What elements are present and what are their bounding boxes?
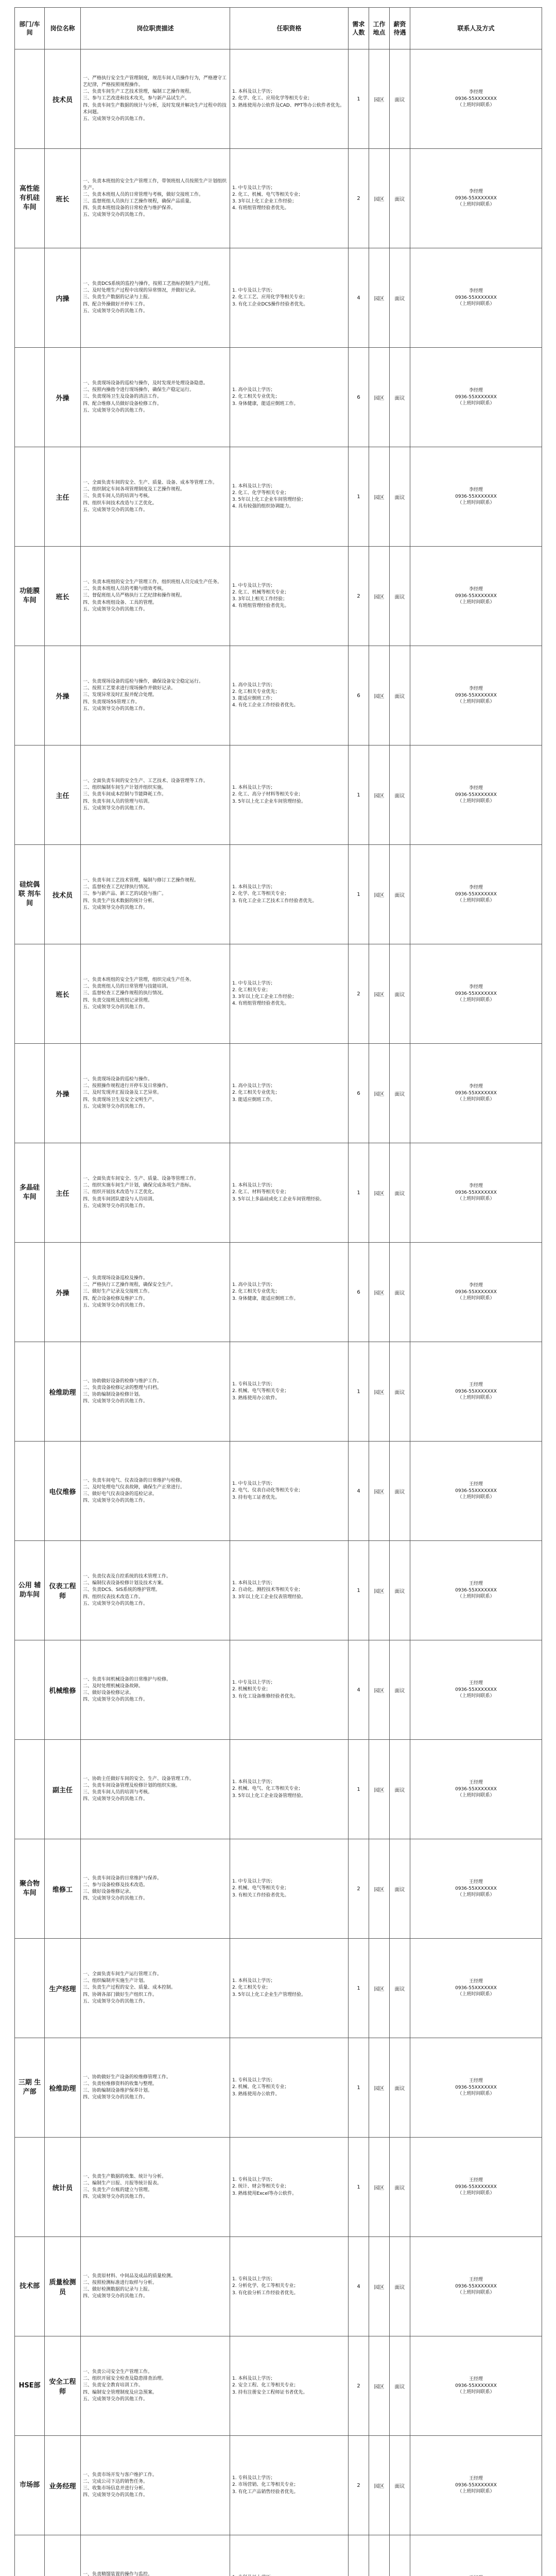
contact-cell: 王经理 0936-55XXXXXXX （上班时间联系） [410, 2038, 542, 2138]
salary-cell: 面议 [390, 248, 410, 348]
location-cell: 园区 [369, 1442, 390, 1541]
table-row [15, 2038, 542, 2138]
salary-cell: 面议 [390, 2138, 410, 2237]
requirements-cell: 1. 中专及以上学历； 2. 化工相关专业； 3. 3年以上化工企业工作经验； 4. 有班组管理经验者优先。 [230, 944, 349, 1044]
contact-cell: 李经理 0936-55XXXXXXX （上班时间联系） [410, 447, 542, 547]
duty-cell: 一、全面负责车间的安全、生产、质量、设备、成本等管理工作。 二、组织制定车间各项管理制度及工艺操作规程。 三、负责车间人员的培训与考核。 四、组织车间技术改造与工艺优化。 五、完成领导交办的其他工作。 [81, 447, 230, 547]
headcount-cell: 6 [349, 1243, 369, 1342]
headcount-cell: 4 [349, 2237, 369, 2336]
dept-cell [15, 1640, 45, 1740]
contact-cell: 李经理 0936-55XXXXXXX （上班时间联系） [410, 1044, 542, 1143]
table-row [15, 1044, 542, 1143]
salary-cell: 面议 [390, 1044, 410, 1143]
dept-cell: 聚合物 车间 [15, 1839, 45, 1939]
salary-cell: 面议 [390, 944, 410, 1044]
salary-cell: 面议 [390, 1640, 410, 1740]
requirements-cell: 1. 专科及以上学历； 2. 机械、化工等相关专业； 3. 熟练使用办公软件。 [230, 2038, 349, 2138]
requirements-cell: 1. 高中及以上学历； 2. 化工相关专业优先； 3. 身体健康，能适应倒班工作。 [230, 348, 349, 447]
salary-cell: 面议 [390, 1143, 410, 1243]
location-cell: 园区 [369, 348, 390, 447]
location-cell: 园区 [369, 2038, 390, 2138]
post-cell: 主任 [45, 447, 81, 547]
post-cell: 仪表工程师 [45, 1541, 81, 1640]
salary-cell: 面议 [390, 348, 410, 447]
contact-cell: 王经理 0936-55XXXXXXX （上班时间联系） [410, 1939, 542, 2038]
requirements-cell: 1. 中专及以上学历； 2. 化工工艺、应用化学等相关专业； 3. 有化工企业DCS操作经验者优先。 [230, 248, 349, 348]
dept-cell [15, 745, 45, 845]
contact-cell: 王经理 0936-55XXXXXXX （上班时间联系） [410, 1839, 542, 1939]
dept-cell [15, 2138, 45, 2237]
headcount-cell: 1 [349, 745, 369, 845]
duty-cell: 一、负责现场设备巡检及操作。 二、严格执行工艺操作规程，确保安全生产。 三、做好生产记录及交接班工作。 四、配合设备检修及维护工作。 五、完成领导交办的其他工作。 [81, 1243, 230, 1342]
headcount-cell: 1 [349, 1143, 369, 1243]
headcount-cell: 4 [349, 248, 369, 348]
post-cell: 外操 [45, 1243, 81, 1342]
duty-cell: 一、全面负责车间安全、生产、质量、设备等管理工作。 二、组织实施车间生产计划，确保完成各项生产指标。 三、组织开展技术改造与工艺优化。 四、负责车间团队建设与人员培训。 五、完成领导交办的其他工作。 [81, 1143, 230, 1243]
location-cell: 园区 [369, 547, 390, 646]
post-cell: 检维助理 [45, 1342, 81, 1442]
location-cell: 园区 [369, 1839, 390, 1939]
requirements-cell: 1. 专科及以上学历； 2. 机械、电气等相关专业； 3. 熟练使用办公软件。 [230, 1342, 349, 1442]
post-cell: 主任 [45, 1143, 81, 1243]
headcount-cell: 2 [349, 2436, 369, 2535]
header-post: 岗位名称 [45, 8, 81, 49]
requirements-cell: 1. 中专及以上学历； 2. 化工、机械等相关专业； 3. 3年以上相关工作经验； 4. 有班组管理经验者优先。 [230, 547, 349, 646]
requirements-cell: 1. 本科及以上学历； 2. 化学、化工等相关专业； 3. 有化工企业工艺技术工作经验者优先。 [230, 845, 349, 944]
contact-cell: 李经理 0936-55XXXXXXX （上班时间联系） [410, 646, 542, 745]
requirements-cell: 1. 本科及以上学历； 2. 安全工程、化工等相关专业； 3. 持有注册安全工程师证书者优先。 [230, 2336, 349, 2436]
salary-cell: 面议 [390, 1839, 410, 1939]
header-dept: 部门/车间 [15, 8, 45, 49]
duty-cell: 一、负责车间设备的日常维护与保养。 二、参与设备检修及技术改造。 三、做好设备维修记录。 四、完成领导交办的其他工作。 [81, 1839, 230, 1939]
contact-cell: 李经理 0936-55XXXXXXX （上班时间联系） [410, 348, 542, 447]
salary-cell: 面议 [390, 1939, 410, 2038]
salary-cell: 面议 [390, 447, 410, 547]
dept-cell: 市场部 [15, 2436, 45, 2535]
dept-cell: 多晶硅 车间 [15, 1143, 45, 1243]
table-row [15, 1442, 542, 1541]
requirements-cell: 1. 中专及以上学历； 2. 电气、仪表自动化等相关专业； 3. 持有电工证者优先。 [230, 1442, 349, 1541]
headcount-cell: 1 [349, 447, 369, 547]
contact-cell: 王经理 0936-55XXXXXXX （上班时间联系） [410, 1740, 542, 1839]
requirements-cell: 1. 高中及以上学历； 2. 化工相关专业优先； 3. 能适应倒班工作； 4. 有化工企业工作经验者优先。 [230, 646, 349, 745]
location-cell: 园区 [369, 2237, 390, 2336]
requirements-cell [230, 2535, 349, 2576]
duty-cell: 一、负责生产数据的收集、统计与分析。 二、编制生产日报、月报等统计报表。 三、负责生产台账的建立与管理。 四、完成领导交办的其他工作。 [81, 2138, 230, 2237]
headcount-cell: 1 [349, 1740, 369, 1839]
location-cell: 园区 [369, 2336, 390, 2436]
table-row [15, 2138, 542, 2237]
post-cell: 内操 [45, 248, 81, 348]
table-row [15, 49, 542, 149]
dept-cell [15, 49, 45, 149]
contact-cell: 王经理 0936-55XXXXXXX （上班时间联系） [410, 2336, 542, 2436]
header-contact: 联系人及方式 [410, 8, 542, 49]
contact-cell: 李经理 0936-55XXXXXXX （上班时间联系） [410, 149, 542, 248]
salary-cell: 面议 [390, 646, 410, 745]
headcount-cell: 2 [349, 2336, 369, 2436]
contact-cell: 李经理 0936-55XXXXXXX （上班时间联系） [410, 1243, 542, 1342]
table-row [15, 149, 542, 248]
contact-cell: 王经理 0936-55XXXXXXX （上班时间联系） [410, 2138, 542, 2237]
duty-cell: 一、负责车间工艺技术管理，编制与修订工艺操作规程。 二、监督检查工艺纪律执行情况。 三、参与新产品、新工艺的试验与推广。 四、负责生产技术数据的统计分析。 五、完成领导交办的其他工作。 [81, 845, 230, 944]
post-cell: 技术员 [45, 845, 81, 944]
dept-cell [15, 1243, 45, 1342]
dept-cell [15, 248, 45, 348]
dept-cell [15, 1342, 45, 1442]
duty-cell: 一、负责精馏装置的操作与监控。 [81, 2535, 230, 2576]
dept-cell: HSE部 [15, 2336, 45, 2436]
salary-cell: 面议 [390, 2038, 410, 2138]
post-cell: 外操 [45, 348, 81, 447]
duty-cell: 一、协助做好设备的检修与维护工作。 二、负责设备检修记录的整理与归档。 三、协助编制设备检修计划。 四、完成领导交办的其他工作。 [81, 1342, 230, 1442]
salary-cell: 面议 [390, 1541, 410, 1640]
headcount-cell: 1 [349, 2138, 369, 2237]
table-row [15, 1143, 542, 1243]
table-header-row [15, 8, 542, 49]
requirements-cell: 1. 本科及以上学历； 2. 化工相关专业； 3. 5年以上化工企业生产管理经验。 [230, 1939, 349, 2038]
duty-cell: 一、协助主任做好车间的安全、生产、设备管理工作。 二、负责车间设备管理及检修计划的组织实施。 三、负责车间人员的培训与考核。 四、完成领导交办的其他工作。 [81, 1740, 230, 1839]
contact-cell: 李经理 0936-55XXXXXXX （上班时间联系） [410, 1143, 542, 1243]
contact-cell: 李经理 0936-55XXXXXXX （上班时间联系） [410, 944, 542, 1044]
headcount-cell: 1 [349, 1342, 369, 1442]
salary-cell: 面议 [390, 1740, 410, 1839]
post-cell: 检维助理 [45, 2038, 81, 2138]
requirements-cell: 1. 高中及以上学历； 2. 化工相关专业优先； 3. 身体健康，能适应倒班工作。 [230, 1243, 349, 1342]
headcount-cell: 4 [349, 1442, 369, 1541]
requirements-cell: 1. 中专及以上学历； 2. 化工、机械、电气等相关专业； 3. 3年以上化工企业工作经验； 4. 有班组管理经验者优先。 [230, 149, 349, 248]
contact-cell: 李经理 0936-55XXXXXXX （上班时间联系） [410, 745, 542, 845]
post-cell: 外操 [45, 646, 81, 745]
dept-cell [15, 1442, 45, 1541]
post-cell: 质量检测员 [45, 2237, 81, 2336]
requirements-cell: 1. 高中及以上学历； 2. 化工相关专业优先； 3. 能适应倒班工作。 [230, 1044, 349, 1143]
location-cell: 园区 [369, 248, 390, 348]
table-row [15, 845, 542, 944]
duty-cell: 一、负责仪表及自控系统的技术管理工作。 二、编制仪表设备检修计划及技术方案。 三、负责DCS、SIS系统的维护管理。 四、组织仪表技术改造工作。 五、完成领导交办的其他工作。 [81, 1541, 230, 1640]
duty-cell: 一、负责DCS系统的监控与操作，按照工艺指标控制生产过程。 二、及时处理生产过程中出现的异常情况，并做好记录。 三、负责生产数据的记录与上报。 四、配合外操做好开停车工作。 五、完成领导交办的其他工作。 [81, 248, 230, 348]
post-cell: 机械维修 [45, 1640, 81, 1740]
contact-cell: 王经理 0936-55XXXXXXX （上班时间联系） [410, 1442, 542, 1541]
salary-cell [390, 2535, 410, 2576]
requirements-cell: 1. 专科及以上学历； 2. 分析化学、化工等相关专业； 3. 有化验分析工作经验者优先。 [230, 2237, 349, 2336]
table-row [15, 1740, 542, 1839]
post-cell: 业务经理 [45, 2436, 81, 2535]
dept-cell: 功能膜 车间 [15, 547, 45, 646]
salary-cell: 面议 [390, 845, 410, 944]
headcount-cell: 1 [349, 49, 369, 149]
location-cell: 园区 [369, 1342, 390, 1442]
location-cell: 园区 [369, 845, 390, 944]
location-cell: 园区 [369, 1939, 390, 2038]
contact-cell: 李经理 0936-55XXXXXXX （上班时间联系） [410, 248, 542, 348]
table-row [15, 348, 542, 447]
contact-cell: 王经理 0936-55XXXXXXX （上班时间联系） [410, 1640, 542, 1740]
dept-cell [15, 1740, 45, 1839]
location-cell: 园区 [369, 2436, 390, 2535]
location-cell [369, 2535, 390, 2576]
salary-cell: 面议 [390, 49, 410, 149]
contact-cell: 李经理 0936-55XXXXXXX （上班时间联系） [410, 845, 542, 944]
location-cell: 园区 [369, 1143, 390, 1243]
duty-cell: 一、负责车间机械设备的日常维护与检修。 二、及时处理机械设备故障。 三、做好设备检修记录。 四、完成领导交办的其他工作。 [81, 1640, 230, 1740]
headcount-cell: 1 [349, 1939, 369, 2038]
location-cell: 园区 [369, 1541, 390, 1640]
salary-cell: 面议 [390, 1243, 410, 1342]
headcount-cell: 2 [349, 1839, 369, 1939]
headcount-cell: 1 [349, 1541, 369, 1640]
location-cell: 园区 [369, 447, 390, 547]
headcount-cell: 6 [349, 1044, 369, 1143]
post-cell [45, 2535, 81, 2576]
post-cell: 班长 [45, 944, 81, 1044]
post-cell: 副主任 [45, 1740, 81, 1839]
header-requirements: 任职资格 [230, 8, 349, 49]
job-listing-table [14, 7, 542, 2576]
post-cell: 班长 [45, 547, 81, 646]
headcount-cell: 6 [349, 348, 369, 447]
table-row [15, 1541, 542, 1640]
table-row [15, 646, 542, 745]
table-row [15, 1342, 542, 1442]
contact-cell: 王经理 0936-55XXXXXXX （上班时间联系） [410, 1541, 542, 1640]
post-cell: 主任 [45, 745, 81, 845]
headcount-cell: 2 [349, 149, 369, 248]
salary-cell: 面议 [390, 547, 410, 646]
salary-cell: 面议 [390, 2436, 410, 2535]
table-row [15, 2535, 542, 2576]
requirements-cell: 1. 本科及以上学历； 2. 化学、化工、应用化学等相关专业； 3. 熟练使用办公软件及CAD、PPT等办公软件者优先。 [230, 49, 349, 149]
dept-cell: 三期 生产部 [15, 2038, 45, 2138]
table-row [15, 248, 542, 348]
duty-cell: 一、全面负责车间生产运行管理工作。 二、组织编制并实施生产计划。 三、负责生产过程的安全、质量、成本控制。 四、协调各部门做好生产组织工作。 五、完成领导交办的其他工作。 [81, 1939, 230, 2038]
location-cell: 园区 [369, 2138, 390, 2237]
headcount-cell [349, 2535, 369, 2576]
salary-cell: 面议 [390, 745, 410, 845]
header-headcount: 需求人数 [349, 8, 369, 49]
requirements-cell: 1. 中专及以上学历； 2. 机械、电气等相关专业； 3. 有相关工作经验者优先。 [230, 1839, 349, 1939]
dept-cell [15, 1044, 45, 1143]
dept-cell [15, 447, 45, 547]
table-row [15, 547, 542, 646]
dept-cell: 高性能 有机硅 车间 [15, 149, 45, 248]
duty-cell: 一、全面负责车间的安全生产、工艺技术、设备管理等工作。 二、组织编制车间生产计划并组织实施。 三、负责车间成本控制与节能降耗工作。 四、负责车间人员的管理与培训。 五、完成领导交办的其他工作。 [81, 745, 230, 845]
headcount-cell: 2 [349, 944, 369, 1044]
dept-cell: 硅烷偶联 剂车间 [15, 845, 45, 944]
requirements-cell: 1. 专科及以上学历； 2. 市场营销、化工等相关专业； 3. 有化工产品销售经验者优先。 [230, 2436, 349, 2535]
table-row [15, 2237, 542, 2336]
requirements-cell: 1. 本科及以上学历； 2. 机械、电气、化工等相关专业； 3. 5年以上化工企业设备管理经验。 [230, 1740, 349, 1839]
location-cell: 园区 [369, 149, 390, 248]
dept-cell [15, 944, 45, 1044]
dept-cell [15, 646, 45, 745]
post-cell: 统计员 [45, 2138, 81, 2237]
contact-cell: 王经理 0936-55XXXXXXX （上班时间联系） [410, 2436, 542, 2535]
duty-cell: 一、负责市场开发与客户维护工作。 二、完成公司下达的销售任务。 三、收集市场信息并进行分析。 四、完成领导交办的其他工作。 [81, 2436, 230, 2535]
table-row [15, 2436, 542, 2535]
location-cell: 园区 [369, 49, 390, 149]
duty-cell: 一、负责原材料、中间品及成品的质量检测。 二、按照检测标准进行取样与分析。 三、做好检测数据的记录与上报。 四、完成领导交办的其他工作。 [81, 2237, 230, 2336]
duty-cell: 一、负责公司安全生产管理工作。 二、组织开展安全检查及隐患排查治理。 三、负责安全教育培训工作。 四、编制安全管理制度及应急预案。 五、完成领导交办的其他工作。 [81, 2336, 230, 2436]
headcount-cell: 1 [349, 2038, 369, 2138]
dept-cell [15, 1939, 45, 2038]
salary-cell: 面议 [390, 1442, 410, 1541]
post-cell: 维修工 [45, 1839, 81, 1939]
requirements-cell: 1. 本科及以上学历； 2. 化工、材料等相关专业； 3. 5年以上多晶硅或化工企业车间管理经验。 [230, 1143, 349, 1243]
duty-cell: 一、负责现场设备的巡检与操作。 二、按照操作规程进行开停车及日常操作。 三、及时发现并汇报设备及工艺异常。 四、负责现场卫生及安全文明生产。 五、完成领导交办的其他工作。 [81, 1044, 230, 1143]
header-location: 工作地点 [369, 8, 390, 49]
post-cell: 班长 [45, 149, 81, 248]
headcount-cell: 2 [349, 547, 369, 646]
contact-cell: 李经理 0936-55XXXXXXX （上班时间联系） [410, 49, 542, 149]
contact-cell: 李经理 0936-55XXXXXXX （上班时间联系） [410, 547, 542, 646]
duty-cell: 一、负责本班组的安全生产管理工作，组织班组人员完成生产任务。 二、负责本班组人员的考勤与绩效考核。 三、督促班组人员严格执行工艺纪律和操作规程。 四、负责本班组设备、工具的管理。 五、完成领导交办的其他工作。 [81, 547, 230, 646]
requirements-cell: 1. 本科及以上学历； 2. 自动化、测控技术等相关专业； 3. 3年以上化工企业仪表管理经验。 [230, 1541, 349, 1640]
duty-cell: 一、负责现场设备的巡检与操作，及时发现并处理设备隐患。 二、按照内操指令进行现场操作，确保生产稳定运行。 三、负责现场卫生及设备的清洁工作。 四、配合维修人员做好设备检修工作。 五、完成领导交办的其他工作。 [81, 348, 230, 447]
salary-cell: 面议 [390, 1342, 410, 1442]
table-row [15, 1839, 542, 1939]
duty-cell: 一、负责本班组的安全生产管理工作，带领班组人员按照生产计划组织生产。 二、负责本班组人员的日常管理与考核，做好交接班工作。 三、监督班组人员执行工艺操作规程，确保产品质量。 四、负责本班组设备的日常检查与维护保养。 五、完成领导交办的其他工作。 [81, 149, 230, 248]
duty-cell: 一、严格执行安全生产管理制度，规范车间人员操作行为，严格遵守工艺纪律，严格按照规程操作。 二、负责车间生产工艺技术管理，编制工艺操作规程。 三、参与工艺改进和技术攻关，参与新产品试生产。 四、负责车间生产数据的统计与分析，及时发现并解决生产过程中的技术问题。 五、完成领导交办的其他工作。 [81, 49, 230, 149]
contact-cell: 王经理 0936-55XXXXXXX （上班时间联系） [410, 1342, 542, 1442]
table-row [15, 1243, 542, 1342]
dept-cell: 公用 辅助车间 [15, 1541, 45, 1640]
location-cell: 园区 [369, 944, 390, 1044]
table-row [15, 944, 542, 1044]
salary-cell: 面议 [390, 2237, 410, 2336]
dept-cell [15, 2535, 45, 2576]
dept-cell [15, 348, 45, 447]
post-cell: 技术员 [45, 49, 81, 149]
location-cell: 园区 [369, 745, 390, 845]
location-cell: 园区 [369, 1044, 390, 1143]
requirements-cell: 1. 中专及以上学历； 2. 机械相关专业； 3. 有化工设备维修经验者优先。 [230, 1640, 349, 1740]
location-cell: 园区 [369, 1243, 390, 1342]
duty-cell: 一、负责车间电气、仪表设备的日常维护与检修。 二、及时处理电气仪表故障，确保生产正常进行。 三、做好电气仪表设备的巡检记录。 四、完成领导交办的其他工作。 [81, 1442, 230, 1541]
contact-cell [410, 2535, 542, 2576]
duty-cell: 一、协助做好生产设备的检维修管理工作。 二、负责检维修资料的收集与整理。 三、协助编制设备维护保养计划。 四、完成领导交办的其他工作。 [81, 2038, 230, 2138]
headcount-cell: 6 [349, 646, 369, 745]
location-cell: 园区 [369, 646, 390, 745]
header-salary: 薪资待遇 [390, 8, 410, 49]
contact-cell: 王经理 0936-55XXXXXXX （上班时间联系） [410, 2237, 542, 2336]
salary-cell: 面议 [390, 149, 410, 248]
header-duty: 岗位职责描述 [81, 8, 230, 49]
post-cell: 生产经理 [45, 1939, 81, 2038]
requirements-cell: 1. 本科及以上学历； 2. 化工、高分子材料等相关专业； 3. 5年以上化工企业车间管理经验。 [230, 745, 349, 845]
location-cell: 园区 [369, 1740, 390, 1839]
table-row [15, 1640, 542, 1740]
dept-cell: 技术部 [15, 2237, 45, 2336]
post-cell: 电仪维修 [45, 1442, 81, 1541]
post-cell: 安全工程师 [45, 2336, 81, 2436]
post-cell: 外操 [45, 1044, 81, 1143]
table-row [15, 1939, 542, 2038]
table-row [15, 745, 542, 845]
salary-cell: 面议 [390, 2336, 410, 2436]
location-cell: 园区 [369, 1640, 390, 1740]
requirements-cell: 1. 专科及以上学历； 2. 统计、财会等相关专业； 3. 熟练使用Excel等办公软件。 [230, 2138, 349, 2237]
requirements-cell: 1. 本科及以上学历； 2. 化工、化学等相关专业； 3. 5年以上化工企业车间管理经验； 4. 具有较强的组织协调能力。 [230, 447, 349, 547]
headcount-cell: 4 [349, 1640, 369, 1740]
duty-cell: 一、负责本班组的安全生产管理，组织完成生产任务。 二、负责班组人员的日常管理与技能培训。 三、监督检查工艺操作规程的执行情况。 四、负责交接班及班组记录管理。 五、完成领导交办的其他工作。 [81, 944, 230, 1044]
table-row [15, 2336, 542, 2436]
duty-cell: 一、负责现场设备的巡检与操作，确保设备安全稳定运行。 二、按照工艺要求进行现场操作并做好记录。 三、发现异常及时汇报并配合处理。 四、负责现场5S管理工作。 五、完成领导交办的其他工作。 [81, 646, 230, 745]
table-row [15, 447, 542, 547]
headcount-cell: 1 [349, 845, 369, 944]
